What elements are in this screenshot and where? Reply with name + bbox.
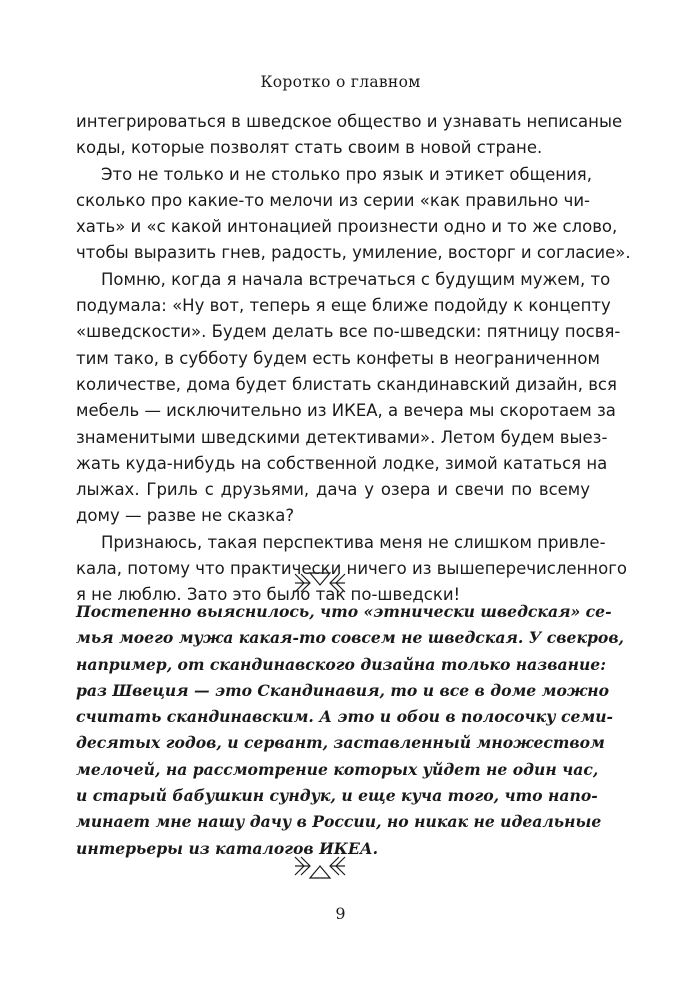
italic-text-line: считать скандинавским. А это и обои в полосочку семи- <box>76 707 614 727</box>
italic-text-line: минает мне нашу дачу в России, но никак не идеальные <box>76 812 602 832</box>
text-line: количестве, дома будет блистать скандинавский дизайн, вся <box>76 374 617 394</box>
text-line: я не люблю. Зато это было так по-шведски! <box>76 585 461 605</box>
text-line: коды, которые позволят стать своим в новой стране. <box>76 138 543 158</box>
highlighted-passage <box>76 599 624 862</box>
italic-text-line: раз Швеция — это Скандинавия, то и все в доме можно <box>76 680 609 700</box>
text-line: мебель — исключительно из ИКЕА, а вечера мы скоротаем за <box>76 401 616 421</box>
running-head: Коротко о главном <box>260 73 421 91</box>
page-number: 9 <box>335 904 346 923</box>
ornament-divider-bottom <box>292 853 348 883</box>
text-line: знаменитыми шведскими детективами». Летом будем выез- <box>76 427 608 447</box>
italic-text-line: мья моего мужа какая-то совсем не шведская. У свекров, <box>76 628 624 648</box>
text-line: дому — разве не сказка? <box>76 506 295 526</box>
body-text <box>76 109 631 609</box>
italic-text-line: Постепенно выяснилось, что «этнически шведская» се- <box>76 602 612 621</box>
text-line: подумала: «Ну вот, теперь я еще ближе подойду к концепту <box>76 296 611 316</box>
italic-text-line: интерьеры из каталогов ИКЕА. <box>76 838 379 858</box>
italic-text-line: и старый бабушкин сундук, и еще куча того, что напо- <box>76 786 598 806</box>
text-line: хать» и «с какой интонацией произнести одно и то же слово, <box>76 217 618 237</box>
text-line: тим тако, в субботу будем есть конфеты в неограниченном <box>76 348 600 368</box>
italic-text-line: например, от скандинавского дизайна только название: <box>76 654 606 674</box>
ornament-divider-top <box>292 568 348 598</box>
text-line: лыжах. Гриль с друзьями, дача у озера и свечи по всему <box>76 480 590 500</box>
text-line: Это не только и не столько про язык и этикет общения, <box>101 164 592 184</box>
text-line: кала, потому что практически ничего из вышеперечисленного <box>76 559 627 579</box>
text-line: жать куда-нибудь на собственной лодке, зимой кататься на <box>76 453 608 473</box>
text-line: Признаюсь, такая перспектива меня не слишком привле- <box>101 532 606 552</box>
italic-text-line: десятых годов, и сервант, заставленный множеством <box>76 733 605 753</box>
text-line: «шведскости». Будем делать все по-шведски: пятницу посвя- <box>76 322 621 342</box>
arrow-triangle-down-ornament-icon <box>292 568 348 598</box>
text-line: сколько про какие-то мелочи из серии «как правильно чи- <box>76 190 590 210</box>
italic-text-line: мелочей, на рассмотрение которых уйдет не один час, <box>76 759 599 779</box>
text-line: Помню, когда я начала встречаться с будущим мужем, то <box>101 269 611 289</box>
arrow-triangle-up-ornament-icon <box>292 853 348 883</box>
text-line: чтобы выразить гнев, радость, умиление, восторг и согласие». <box>76 243 631 263</box>
text-line: интегрироваться в шведское общество и узнавать неписаные <box>76 112 623 131</box>
